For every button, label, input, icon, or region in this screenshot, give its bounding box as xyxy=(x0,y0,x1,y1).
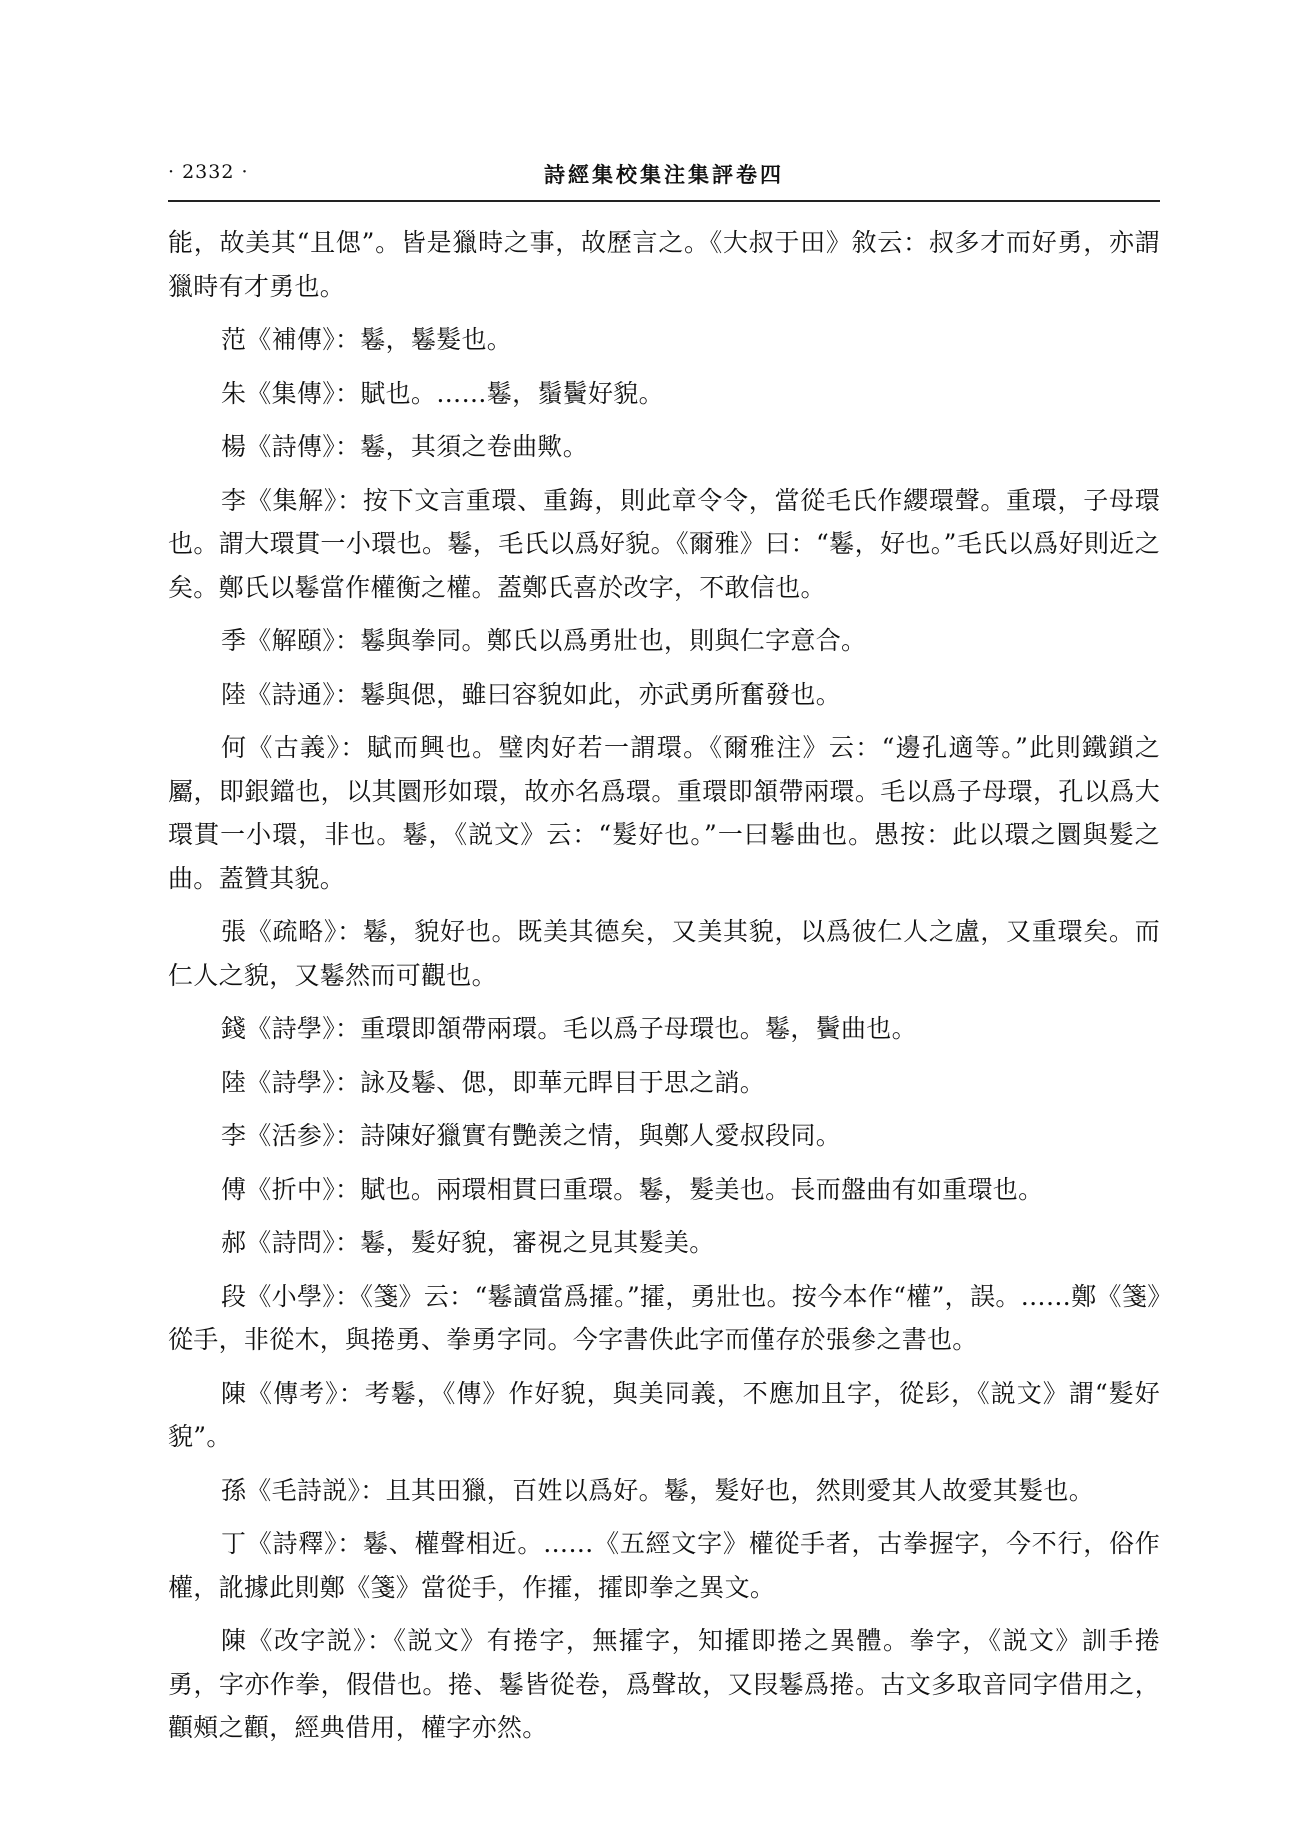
paragraph: 孫《毛詩説》：且其田獵，百姓以爲好。鬈，髮好也，然則愛其人故愛其髮也。 xyxy=(221,1475,1095,1505)
paragraph: 錢《詩學》：重環即頷帶兩環。毛以爲子母環也。鬈，鬢曲也。 xyxy=(221,1014,917,1043)
paragraph: 丁《詩釋》：鬈、權聲相近。……《五經文字》權從手者，古拳握字，今不行，俗作權，訛據此則鄭《箋》當從手，作攉，攉即拳之異文。 xyxy=(168,1529,1160,1602)
body-text xyxy=(168,221,1160,1760)
paragraph: 陳《改字説》：《説文》有捲字，無攉字，知攉即捲之異體。拳字，《説文》訓手捲勇，字亦作拳，假借也。捲、鬈皆從卷，爲聲故，又叚鬈爲捲。古文多取音同字借用之，顴頰之顴，經典借用，權字亦然。 xyxy=(168,1626,1160,1742)
paragraph: 李《集解》：按下文言重環、重鋂，則此章令令，當從毛氏作纓環聲。重環，子母環也。謂大環貫一小環也。鬈，毛氏以爲好貌。《爾雅》曰：“鬈，好也。”毛氏以爲好則近之矣。鄭氏以鬈當作權衡之權。蓋鄭氏喜於改字，不敢信也。 xyxy=(168,485,1160,602)
page-number: · 2332 · xyxy=(168,161,249,183)
paragraph: 朱《集傳》：賦也。……鬈，鬚鬢好貌。 xyxy=(221,378,664,408)
paragraph: 段《小學》：《箋》云：“鬈讀當爲攉。”攉，勇壯也。按今本作“權”，誤。……鄭《箋》從手，非從木，與捲勇、拳勇字同。今字書佚此字而僅存於張參之書也。 xyxy=(168,1281,1160,1354)
paragraph: 李《活参》：詩陳好獵實有艷羡之情，與鄭人愛叔段同。 xyxy=(221,1121,842,1150)
running-title: 詩經集校集注集評卷四 xyxy=(544,162,784,187)
paragraph: 范《補傳》：鬈，鬈髮也。 xyxy=(221,325,513,354)
page-header xyxy=(168,155,1160,195)
paragraph: 傅《折中》：賦也。兩環相貫曰重環。鬈，髮美也。長而盤曲有如重環也。 xyxy=(221,1174,1044,1204)
paragraph: 能，故美其“且偲”。皆是獵時之事，故歷言之。《大叔于田》敘云：叔多才而好勇，亦謂獵時有才勇也。 xyxy=(168,228,1160,301)
paragraph: 楊《詩傳》：鬈，其須之卷曲歟。 xyxy=(221,432,589,461)
paragraph: 陳《傳考》：考鬈，《傳》作好貌，與美同義，不應加且字，從髟，《説文》謂“髮好貌”。 xyxy=(168,1378,1160,1451)
header-divider xyxy=(168,200,1160,202)
paragraph: 陸《詩通》：鬈與偲，雖曰容貌如此，亦武勇所奮發也。 xyxy=(221,679,842,709)
paragraph: 張《疏略》：鬈，貌好也。既美其德矣，又美其貌，以爲彼仁人之盧，又重環矣。而仁人之貌，又鬈然而可觀也。 xyxy=(168,917,1160,990)
paragraph: 何《古義》：賦而興也。璧肉好若一謂環。《爾雅注》云：“邊孔適等。”此則鐵鎖之屬，即銀鐺也，以其圜形如環，故亦名爲環。重環即頷帶兩環。毛以爲子母環，孔以爲大環貫一小環，非也。鬈，《説文》云：“髮好也。”一曰鬈曲也。愚按：此以環之圜與髮之曲。蓋贊其貌。 xyxy=(168,733,1160,893)
paragraph: 陸《詩學》：詠及鬈、偲，即華元睅目于思之誚。 xyxy=(221,1067,766,1097)
paragraph: 季《解頤》：鬈與拳同。鄭氏以爲勇壯也，則與仁字意合。 xyxy=(221,626,867,655)
paragraph: 郝《詩問》：鬈，髮好貌，審視之見其髮美。 xyxy=(221,1228,715,1257)
